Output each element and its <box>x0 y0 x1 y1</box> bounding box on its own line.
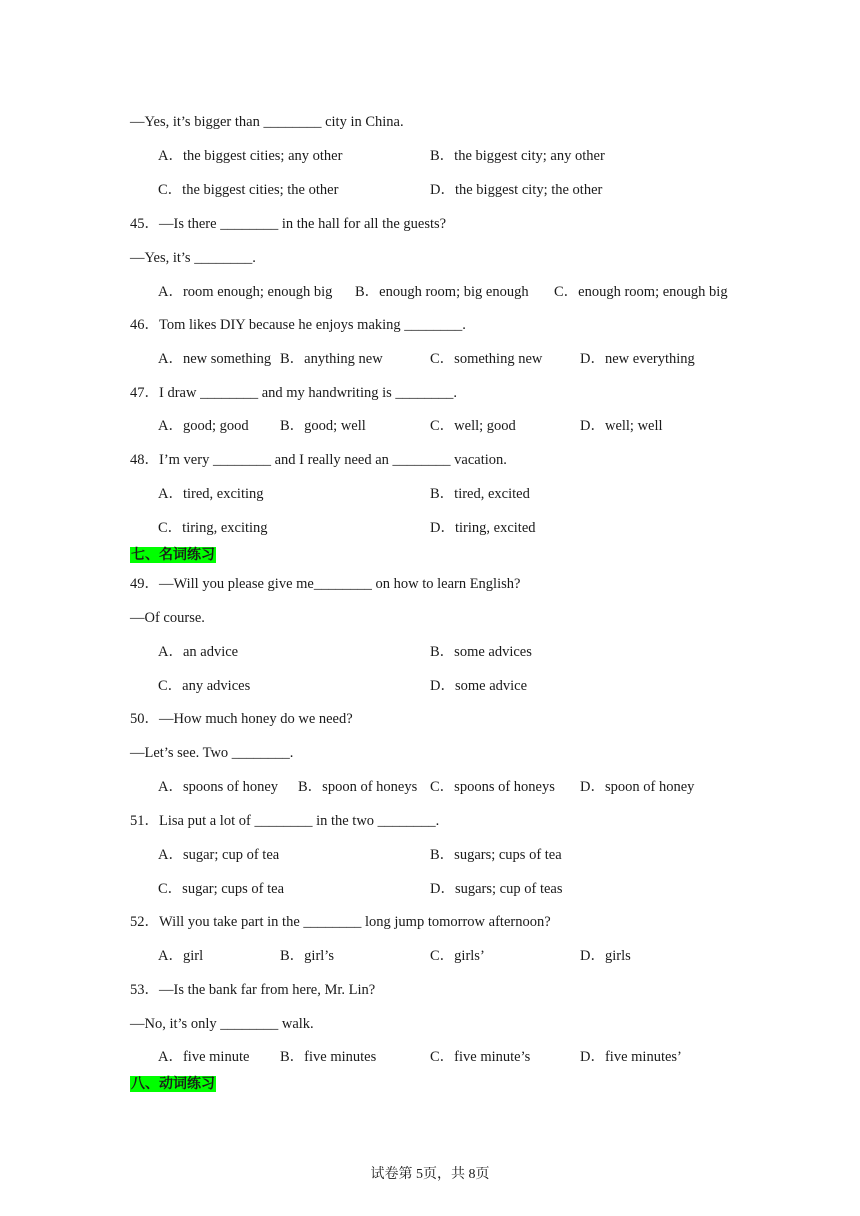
q53-option-b: B．five minutes <box>280 1049 377 1065</box>
q51-option-a: A．sugar; cup of tea <box>158 847 280 863</box>
q49-question: 49．—Will you please give me________ on how to learn English? <box>130 576 521 592</box>
section-heading-verbs <box>130 1075 216 1093</box>
q49-option-d: D．some advice <box>430 678 528 694</box>
q53-option-d: D．five minutes’ <box>580 1049 682 1065</box>
q51-question: 51．Lisa put a lot of ________ in the two ________. <box>130 813 440 829</box>
q50-answer-line: —Let’s see. Two ________. <box>130 745 294 761</box>
q49-answer-line: —Of course. <box>130 610 205 626</box>
q52-question: 52．Will you take part in the ________ long jump tomorrow afternoon? <box>130 914 551 930</box>
q46-option-a: A．new something <box>158 351 272 367</box>
q45-answer-line: —Yes, it’s ________. <box>130 250 256 266</box>
q48-option-a: A．tired, exciting <box>158 486 264 502</box>
q52-option-c: C．girls’ <box>430 948 485 964</box>
q52-option-b: B．girl’s <box>280 948 334 964</box>
q45-option-a: A．room enough; enough big <box>158 284 333 300</box>
q48-option-c: C．tiring, exciting <box>158 520 268 536</box>
q45-option-b: B．enough room; big enough <box>355 284 529 300</box>
q47-option-c: C．well; good <box>430 418 516 434</box>
page-footer: 试卷第 5页，共 8页 <box>370 1167 490 1182</box>
q53-question: 53．—Is the bank far from here, Mr. Lin? <box>130 982 376 998</box>
section-heading-nouns-text: 七、名词练习 <box>131 547 215 563</box>
q48-option-d: D．tiring, excited <box>430 520 536 536</box>
q50-option-b: B．spoon of honeys <box>298 779 418 795</box>
q49-option-c: C．any advices <box>158 678 251 694</box>
q47-question: 47．I draw ________ and my handwriting is ________. <box>130 385 458 401</box>
q46-option-c: C．something new <box>430 351 543 367</box>
q44-option-c: C．the biggest cities; the other <box>158 182 339 198</box>
q52-option-d: D．girls <box>580 948 631 964</box>
q44-option-d: D．the biggest city; the other <box>430 182 603 198</box>
q46-question: 46．Tom likes DIY because he enjoys making ________. <box>130 317 466 333</box>
q52-option-a: A．girl <box>158 948 204 964</box>
q50-option-d: D．spoon of honey <box>580 779 695 795</box>
q45-question: 45．—Is there ________ in the hall for all the guests? <box>130 216 447 232</box>
section-heading-verbs-text: 八、动词练习 <box>131 1076 215 1092</box>
q47-option-d: D．well; well <box>580 418 663 434</box>
q50-option-c: C．spoons of honeys <box>430 779 555 795</box>
q45-option-c: C．enough room; enough big <box>554 284 728 300</box>
q50-question: 50．—How much honey do we need? <box>130 711 353 727</box>
q51-option-b: B．sugars; cups of tea <box>430 847 562 863</box>
q49-option-b: B．some advices <box>430 644 532 660</box>
q49-option-a: A．an advice <box>158 644 239 660</box>
section-heading-nouns <box>130 546 216 564</box>
q48-option-b: B．tired, excited <box>430 486 530 502</box>
q53-option-a: A．five minute <box>158 1049 250 1065</box>
q44-option-a: A．the biggest cities; any other <box>158 148 343 164</box>
q47-option-a: A．good; good <box>158 418 249 434</box>
q51-option-c: C．sugar; cups of tea <box>158 881 285 897</box>
q44-answer-line: —Yes, it’s bigger than ________ city in China. <box>130 114 404 130</box>
q44-option-b: B．the biggest city; any other <box>430 148 605 164</box>
q51-option-d: D．sugars; cup of teas <box>430 881 563 897</box>
q46-option-d: D．new everything <box>580 351 695 367</box>
q53-option-c: C．five minute’s <box>430 1049 531 1065</box>
q50-option-a: A．spoons of honey <box>158 779 279 795</box>
q47-option-b: B．good; well <box>280 418 366 434</box>
q48-question: 48．I’m very ________ and I really need an ________ vacation. <box>130 452 507 468</box>
q53-answer-line: —No, it’s only ________ walk. <box>130 1016 314 1032</box>
q46-option-b: B．anything new <box>280 351 383 367</box>
